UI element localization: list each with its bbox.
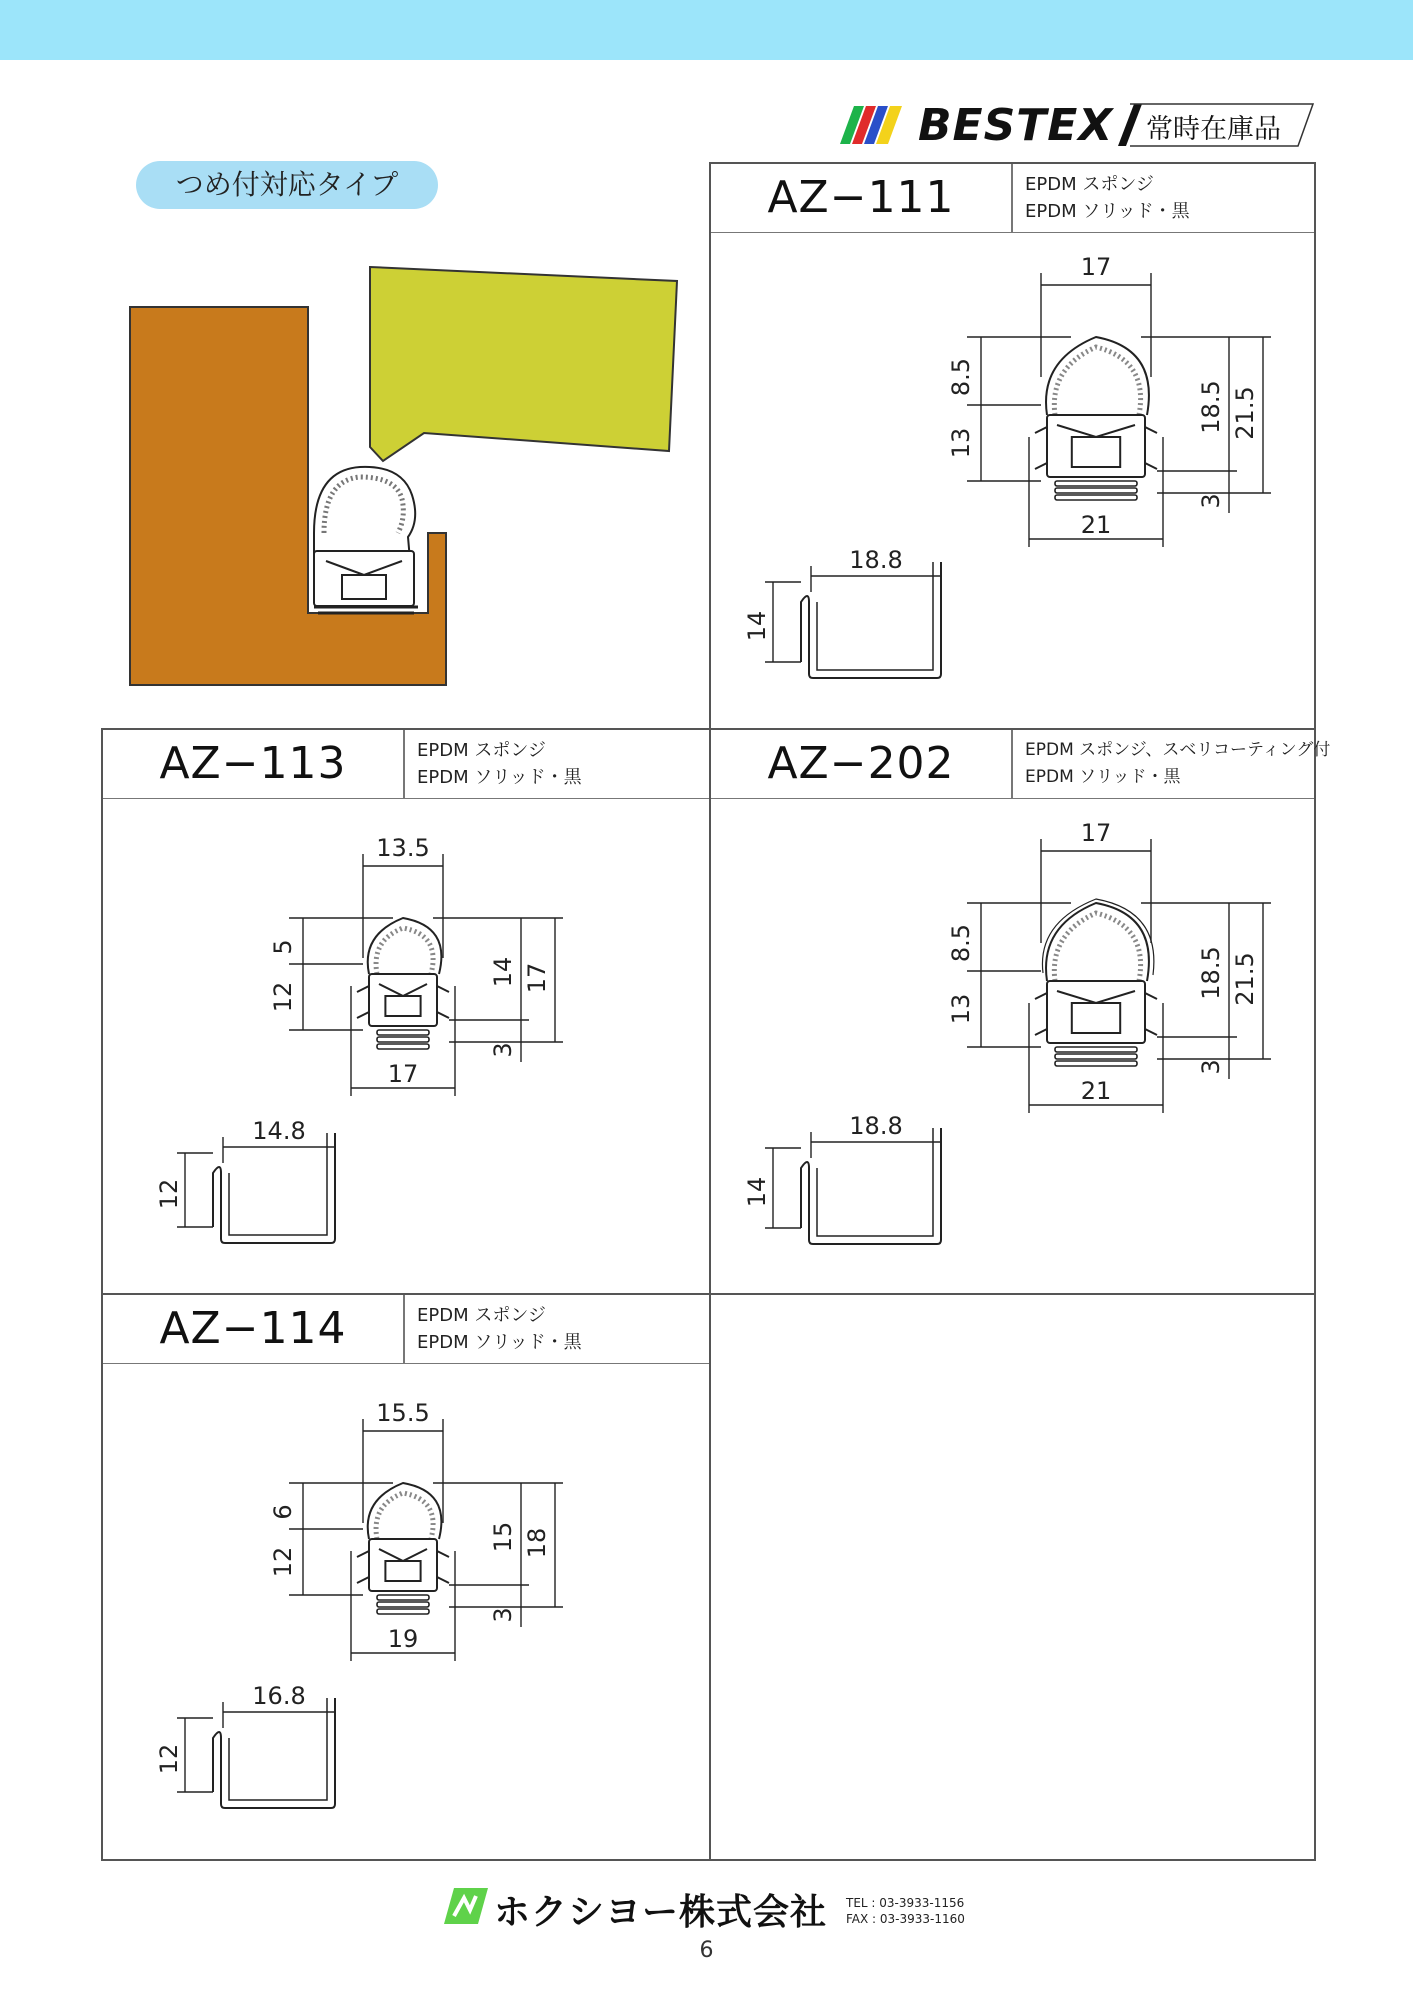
dim-top: 13.5 bbox=[376, 834, 430, 862]
dim-flange-height: 14 bbox=[743, 1176, 771, 1208]
dim-lower: 12 bbox=[269, 981, 297, 1013]
section-drawing bbox=[103, 1363, 709, 1859]
material-line: EPDM スポンジ bbox=[1025, 174, 1154, 195]
top-color-band bbox=[0, 0, 1413, 60]
dim-bottom: 19 bbox=[387, 1625, 419, 1653]
brand-logo bbox=[830, 98, 1315, 152]
product-card-az-114 bbox=[101, 1293, 711, 1861]
dim-inner-height: 15 bbox=[489, 1521, 517, 1553]
material-line: EPDM スポンジ bbox=[417, 740, 546, 761]
flange-profile bbox=[801, 1128, 941, 1244]
seal-profile bbox=[357, 1483, 449, 1614]
brand-name: BESTEX bbox=[918, 100, 1114, 151]
product-header bbox=[711, 730, 1331, 799]
material-line: EPDM ソリッド・黒 bbox=[417, 1332, 582, 1353]
company-tel: TEL : 03-3933-1156 bbox=[846, 1896, 965, 1910]
dim-base: 3 bbox=[1197, 1059, 1225, 1075]
materials-list bbox=[417, 1302, 582, 1356]
installation-illustration bbox=[128, 255, 688, 695]
dim-bottom: 21 bbox=[1080, 511, 1112, 539]
product-header bbox=[103, 730, 709, 799]
materials-list bbox=[1025, 737, 1330, 791]
dim-flange-width: 16.8 bbox=[252, 1682, 306, 1710]
dim-top: 15.5 bbox=[376, 1399, 430, 1427]
dim-upper: 6 bbox=[269, 1504, 297, 1520]
dim-base: 3 bbox=[489, 1607, 517, 1623]
model-name: AZ−114 bbox=[159, 1303, 347, 1354]
seal-profile bbox=[1035, 337, 1157, 500]
material-line: EPDM スポンジ bbox=[417, 1305, 546, 1326]
product-card-az-113 bbox=[101, 728, 711, 1295]
empty-panel bbox=[709, 1293, 1316, 1861]
seal-profile bbox=[1035, 899, 1157, 1066]
dim-total-height: 21.5 bbox=[1231, 952, 1259, 1006]
dim-inner-height: 18.5 bbox=[1197, 946, 1225, 1000]
page-number: 6 bbox=[699, 1938, 714, 1963]
dim-base: 3 bbox=[1197, 493, 1225, 509]
dim-total-height: 17 bbox=[523, 962, 551, 994]
company-logo-icon bbox=[440, 1880, 492, 1928]
product-header bbox=[103, 1295, 709, 1364]
material-line: EPDM ソリッド・黒 bbox=[1025, 767, 1181, 787]
section-drawing bbox=[711, 798, 1314, 1293]
dim-upper: 8.5 bbox=[947, 923, 975, 963]
materials-list bbox=[1025, 171, 1190, 225]
brand-tagline: 常時在庫品 bbox=[1146, 114, 1281, 145]
company-name: ホクシヨー株式会社 bbox=[494, 1892, 828, 1933]
model-name: AZ−202 bbox=[767, 738, 955, 789]
section-drawing bbox=[103, 798, 709, 1293]
materials-list bbox=[417, 737, 582, 791]
section-drawing bbox=[711, 232, 1314, 728]
dim-lower: 13 bbox=[947, 427, 975, 459]
dim-bottom: 17 bbox=[387, 1060, 419, 1088]
model-name: AZ−111 bbox=[767, 172, 955, 223]
product-card-az-111 bbox=[709, 162, 1316, 730]
flange-profile bbox=[801, 562, 941, 678]
material-line: EPDM スポンジ、スベリコーティング付 bbox=[1025, 740, 1331, 760]
dim-flange-height: 14 bbox=[743, 610, 771, 642]
product-card-az-202 bbox=[709, 728, 1331, 1295]
dim-lower: 12 bbox=[269, 1546, 297, 1578]
dim-top: 17 bbox=[1080, 819, 1112, 847]
dim-upper: 8.5 bbox=[947, 357, 975, 397]
seal-in-frame bbox=[314, 467, 418, 613]
company-fax: FAX : 03-3933-1160 bbox=[846, 1912, 965, 1926]
dim-inner-height: 14 bbox=[489, 956, 517, 988]
dim-flange-width: 14.8 bbox=[252, 1117, 306, 1145]
company-contact bbox=[846, 1895, 965, 1927]
dim-flange-height: 12 bbox=[155, 1743, 183, 1775]
dim-flange-width: 18.8 bbox=[849, 546, 903, 574]
material-line: EPDM ソリッド・黒 bbox=[417, 767, 582, 788]
seal-profile bbox=[357, 918, 449, 1049]
flange-profile bbox=[213, 1133, 335, 1243]
flange-profile bbox=[213, 1698, 335, 1808]
dim-bottom: 21 bbox=[1080, 1077, 1112, 1105]
model-name: AZ−113 bbox=[159, 738, 347, 789]
dim-upper: 5 bbox=[269, 939, 297, 955]
material-line: EPDM ソリッド・黒 bbox=[1025, 201, 1190, 222]
dim-lower: 13 bbox=[947, 993, 975, 1025]
dim-flange-width: 18.8 bbox=[849, 1112, 903, 1140]
dim-base: 3 bbox=[489, 1042, 517, 1058]
dim-flange-height: 12 bbox=[155, 1178, 183, 1210]
product-header bbox=[711, 164, 1314, 233]
dim-total-height: 18 bbox=[523, 1527, 551, 1559]
dim-top: 17 bbox=[1080, 253, 1112, 281]
dim-total-height: 21.5 bbox=[1231, 386, 1259, 440]
dim-inner-height: 18.5 bbox=[1197, 380, 1225, 434]
type-badge: つめ付対応タイプ bbox=[136, 161, 438, 209]
